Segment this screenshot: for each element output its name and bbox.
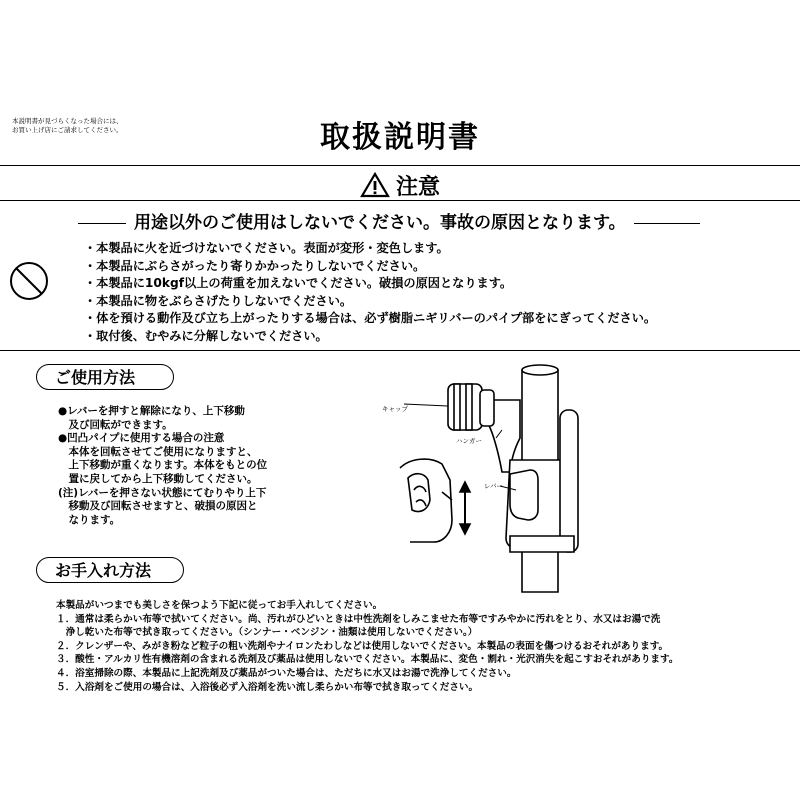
warning-headline	[70, 208, 790, 233]
usage-line: 本体を回転させてご使用になりますと、	[58, 445, 258, 458]
care-heading: お手入れ方法	[36, 557, 184, 583]
dash-right	[634, 223, 700, 224]
usage-line: (注)レバーを押さない状態にてむりやり上下	[58, 486, 267, 499]
usage-line: ●凹凸パイプに使用する場合の注意	[58, 432, 225, 445]
care-line: ４．浴室掃除の際、本製品に上記洗剤及び薬品がついた場合は、ただちに水又はお湯で洗浄してください。	[56, 667, 517, 679]
caution-heading	[0, 170, 800, 204]
divider-mid	[0, 350, 800, 351]
caution-label: 注意	[395, 175, 440, 200]
warning-item: ・本製品に火を近づけないでください。表面が変形・変色します。	[84, 241, 449, 255]
usage-instructions	[58, 405, 318, 527]
care-instructions	[56, 599, 786, 694]
warning-list	[84, 240, 656, 345]
warning-item: ・本製品に物をぶらさげたりしないでください。	[84, 293, 353, 308]
warning-headline-text: 用途以外のご使用はしないでください。事故の原因となります。	[134, 213, 626, 233]
hanger-label: ハンガー	[456, 437, 482, 445]
reorder-note-line1: 本説明書が見づらくなった場合には、	[12, 117, 123, 125]
care-line: ２．クレンザーや、みがき粉など粒子の粗い洗剤やナイロンたわしなどは使用しないでください。本製品の表面を傷つけるおそれがあります。	[56, 640, 669, 652]
care-line: ３．酸性・アルカリ性有機溶剤の含まれる洗剤及び薬品は使用しないでください。本製品に、変色・割れ・光沢消失を起こすおそれがあります。	[56, 654, 679, 666]
warning-item: ・本製品に10kgf以上の荷重を加えないでください。破損の原因となります。	[84, 276, 513, 290]
usage-line: 及び回転ができます。	[58, 418, 173, 431]
page-title: 取扱説明書	[320, 120, 480, 155]
usage-line: 移動及び回転させますと、破損の原因と	[58, 500, 258, 513]
product-diagram	[370, 360, 610, 600]
care-line: １．通常は柔らかい布等で拭いてください。尚、汚れがひどいときは中性洗剤をしみこませた布等ですみやかに汚れをとり、水又はお湯で洗	[56, 613, 661, 625]
warning-item: ・体を預ける動作及び立ち上がったりする場合は、必ず樹脂ニギリバーのパイプ部をにぎってください。	[84, 311, 657, 325]
usage-line: 上下移動が重くなります。本体をもとの位	[58, 459, 268, 472]
care-line: 浄し乾いた布等で拭き取ってください。（シンナー・ベンジン・油類は使用しないでください。）	[56, 627, 478, 639]
usage-line: なります。	[58, 513, 121, 526]
warning-item: ・本製品にぶらさがったり寄りかかったりしないでください。	[84, 258, 426, 273]
usage-line: 置に戻してから上下移動してください。	[58, 472, 258, 485]
usage-line: ●レバーを押すと解除になり、上下移動	[58, 405, 245, 417]
care-line: ５．入浴剤をご使用の場合は、入浴後必ず入浴剤を洗い流し柔らかい布等で拭き取ってください。	[56, 681, 479, 693]
divider-caution	[0, 200, 800, 201]
dash-left	[78, 223, 126, 224]
lever-label: レバー	[484, 482, 504, 490]
divider-top	[0, 165, 800, 166]
warning-item: ・取付後、むやみに分解しないでください。	[84, 328, 328, 343]
usage-heading: ご使用方法	[36, 364, 174, 390]
reorder-note-line2: お買い上げ店にご請求してください。	[12, 126, 123, 134]
prohibition-icon	[8, 260, 50, 306]
care-line: 本製品がいつまでも美しさを保つよう下記に従ってお手入れしてください。	[56, 600, 383, 611]
cap-label: キャップ	[382, 405, 408, 413]
